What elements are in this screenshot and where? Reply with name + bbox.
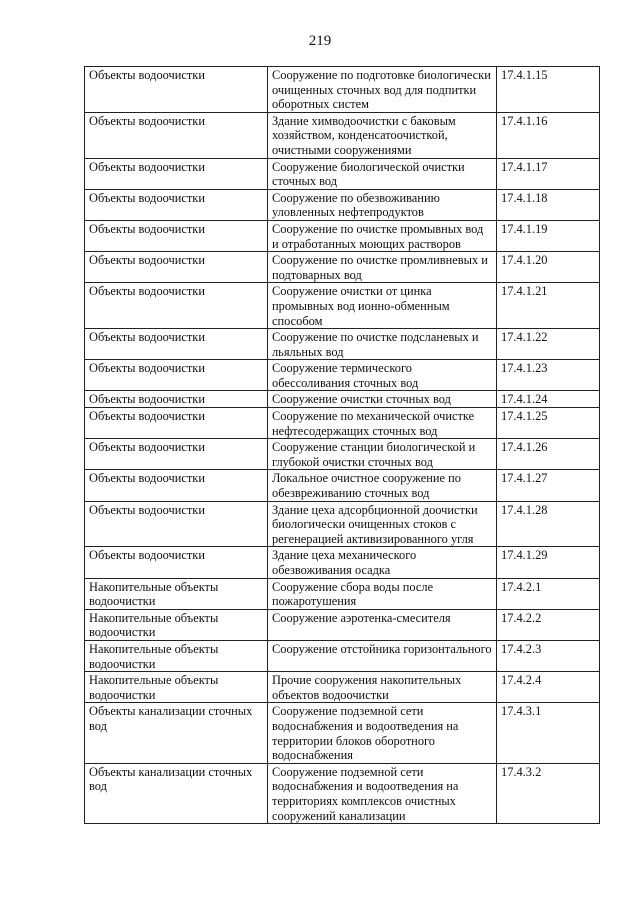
facility-name-cell: Здание химводоочистки с баковым хозяйством, конденсатоочисткой, очистными сооружениями	[268, 112, 497, 158]
table-row	[85, 220, 600, 251]
table-row	[85, 252, 600, 283]
facility-name-cell: Сооружение очистки от цинка промывных вод ионно-обменным способом	[268, 283, 497, 329]
code-cell: 17.4.1.16	[497, 112, 600, 158]
code-cell: 17.4.1.15	[497, 67, 600, 113]
object-type-cell: Объекты водоочистки	[85, 329, 268, 360]
table-row	[85, 408, 600, 439]
object-type-cell: Объекты водоочистки	[85, 252, 268, 283]
code-cell: 17.4.2.1	[497, 578, 600, 609]
code-cell: 17.4.1.19	[497, 220, 600, 251]
facility-name-cell: Сооружение по очистке промливневых и подтоварных вод	[268, 252, 497, 283]
object-type-cell: Объекты водоочистки	[85, 408, 268, 439]
facility-name-cell: Сооружение отстойника горизонтального	[268, 640, 497, 671]
object-type-cell: Объекты водоочистки	[85, 439, 268, 470]
facility-name-cell: Здание цеха механического обезвоживания осадка	[268, 547, 497, 578]
facility-name-cell: Сооружение по очистке промывных вод и отработанных моющих растворов	[268, 220, 497, 251]
code-cell: 17.4.1.23	[497, 360, 600, 391]
code-cell: 17.4.1.20	[497, 252, 600, 283]
object-type-cell: Накопительные объекты водоочистки	[85, 672, 268, 703]
code-cell: 17.4.1.27	[497, 470, 600, 501]
code-cell: 17.4.3.1	[497, 703, 600, 763]
table-row	[85, 703, 600, 763]
table-row	[85, 672, 600, 703]
code-cell: 17.4.2.2	[497, 609, 600, 640]
facility-name-cell: Сооружение по обезвоживанию уловленных нефтепродуктов	[268, 189, 497, 220]
table-row	[85, 578, 600, 609]
object-type-cell: Объекты водоочистки	[85, 547, 268, 578]
classification-table	[84, 66, 600, 824]
object-type-cell: Объекты водоочистки	[85, 501, 268, 547]
code-cell: 17.4.2.3	[497, 640, 600, 671]
code-cell: 17.4.1.26	[497, 439, 600, 470]
table-row	[85, 391, 600, 408]
table-row	[85, 470, 600, 501]
facility-name-cell: Сооружение подземной сети водоснабжения и водоотведения на территориях комплексов очистных сооружений канализации	[268, 763, 497, 823]
object-type-cell: Объекты канализации сточных вод	[85, 763, 268, 823]
table-body	[85, 67, 600, 824]
page-number: 219	[308, 33, 332, 49]
object-type-cell: Объекты водоочистки	[85, 391, 268, 408]
table-row	[85, 439, 600, 470]
table-row	[85, 547, 600, 578]
table-row	[85, 67, 600, 113]
facility-name-cell: Прочие сооружения накопительных объектов водоочистки	[268, 672, 497, 703]
table-row	[85, 329, 600, 360]
facility-name-cell: Сооружение очистки сточных вод	[268, 391, 497, 408]
table-row	[85, 609, 600, 640]
code-cell: 17.4.1.29	[497, 547, 600, 578]
code-cell: 17.4.3.2	[497, 763, 600, 823]
object-type-cell: Объекты водоочистки	[85, 158, 268, 189]
object-type-cell: Накопительные объекты водоочистки	[85, 640, 268, 671]
facility-name-cell: Сооружение термического обессоливания сточных вод	[268, 360, 497, 391]
facility-name-cell: Сооружение по подготовке биологически очищенных сточных вод для подпитки оборотных систем	[268, 67, 497, 113]
facility-name-cell: Сооружение подземной сети водоснабжения и водоотведения на территории блоков оборотного водоснабжения	[268, 703, 497, 763]
code-cell: 17.4.1.18	[497, 189, 600, 220]
facility-name-cell: Сооружение биологической очистки сточных вод	[268, 158, 497, 189]
object-type-cell: Накопительные объекты водоочистки	[85, 578, 268, 609]
facility-name-cell: Сооружение по механической очистке нефтесодержащих сточных вод	[268, 408, 497, 439]
table-row	[85, 640, 600, 671]
object-type-cell: Объекты водоочистки	[85, 67, 268, 113]
table-row	[85, 158, 600, 189]
table-row	[85, 501, 600, 547]
object-type-cell: Объекты водоочистки	[85, 220, 268, 251]
object-type-cell: Накопительные объекты водоочистки	[85, 609, 268, 640]
code-cell: 17.4.2.4	[497, 672, 600, 703]
facility-name-cell: Локальное очистное сооружение по обезвреживанию сточных вод	[268, 470, 497, 501]
code-cell: 17.4.1.25	[497, 408, 600, 439]
facility-name-cell: Здание цеха адсорбционной доочистки биологически очищенных стоков с регенерацией активизированного угля	[268, 501, 497, 547]
facility-name-cell: Сооружение станции биологической и глубокой очистки сточных вод	[268, 439, 497, 470]
table-row	[85, 283, 600, 329]
facility-name-cell: Сооружение аэротенка-смесителя	[268, 609, 497, 640]
code-cell: 17.4.1.17	[497, 158, 600, 189]
object-type-cell: Объекты водоочистки	[85, 283, 268, 329]
table-row	[85, 112, 600, 158]
code-cell: 17.4.1.28	[497, 501, 600, 547]
code-cell: 17.4.1.24	[497, 391, 600, 408]
object-type-cell: Объекты водоочистки	[85, 470, 268, 501]
table-row	[85, 763, 600, 823]
code-cell: 17.4.1.21	[497, 283, 600, 329]
object-type-cell: Объекты водоочистки	[85, 189, 268, 220]
table-row	[85, 360, 600, 391]
code-cell: 17.4.1.22	[497, 329, 600, 360]
table-row	[85, 189, 600, 220]
facility-name-cell: Сооружение по очистке подсланевых и льяльных вод	[268, 329, 497, 360]
object-type-cell: Объекты водоочистки	[85, 112, 268, 158]
facility-name-cell: Сооружение сбора воды после пожаротушения	[268, 578, 497, 609]
object-type-cell: Объекты водоочистки	[85, 360, 268, 391]
object-type-cell: Объекты канализации сточных вод	[85, 703, 268, 763]
